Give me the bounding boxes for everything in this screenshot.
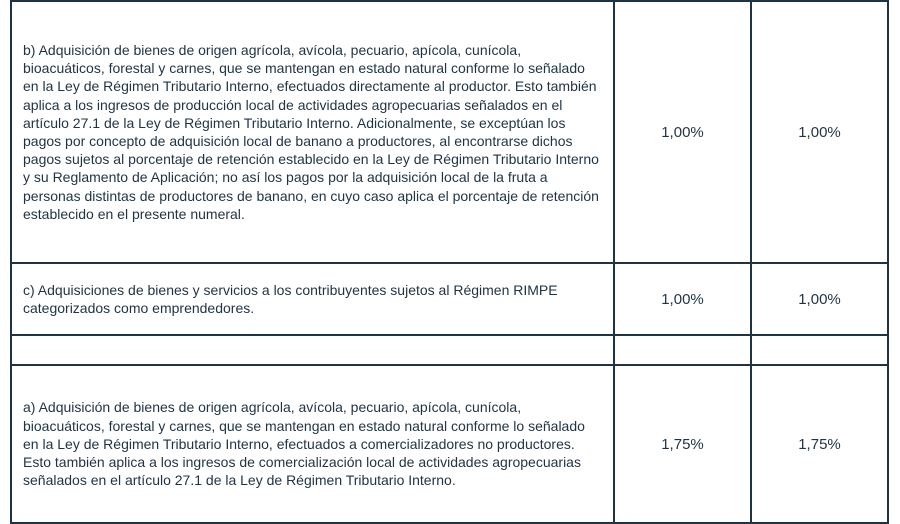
row-description: a) Adquisición de bienes de origen agrícola, avícola, pecuario, apícola, cunícola, bioacuáticos, forestal y carnes, que se mantengan en estado natural conforme lo señalado en la Ley de Régimen Tributario Interno, efectuados a comercializadores no productores. Esto también aplica a los ingresos de comercialización local de actividades agropecuarias señalados en el artículo 27.1 de la Ley de Régimen Tributario Interno. — [11, 365, 614, 523]
row-percentage: 1,00% — [614, 263, 751, 335]
row-percentage: 1,00% — [751, 263, 888, 335]
table-row — [11, 365, 888, 523]
table-row — [11, 1, 888, 263]
row-percentage — [614, 335, 751, 365]
row-percentage: 1,00% — [751, 1, 888, 263]
row-description: c) Adquisiciones de bienes y servicios a los contribuyentes sujetos al Régimen RIMPE categorizados como emprendedores. — [11, 263, 614, 335]
table-row — [11, 263, 888, 335]
row-percentage — [751, 335, 888, 365]
row-percentage: 1,75% — [751, 365, 888, 523]
row-description: b) Adquisición de bienes de origen agrícola, avícola, pecuario, apícola, cunícola, bioacuáticos, forestal y carnes, que se mantengan en estado natural conforme lo señalado en la Ley de Régimen Tributario Interno, efectuados directamente al productor. Esto también aplica a los ingresos de producción local de actividades agropecuarias señalados en el artículo 27.1 de la Ley de Régimen Tributario Interno. Adicionalmente, se exceptúan los pagos por concepto de adquisición local de banano a productores, al encontrarse dichos pagos sujetos al porcentaje de retención establecido en la Ley de Régimen Tributario Interno y su Reglamento de Aplicación; no así los pagos por la adquisición local de la fruta a personas distintas de productores de banano, en cuyo caso aplica el porcentaje de retención establecido en el presente numeral. — [11, 1, 614, 263]
retention-table — [10, 0, 889, 524]
table-row-empty — [11, 335, 888, 365]
row-percentage: 1,00% — [614, 1, 751, 263]
row-description — [11, 335, 614, 365]
row-percentage: 1,75% — [614, 365, 751, 523]
